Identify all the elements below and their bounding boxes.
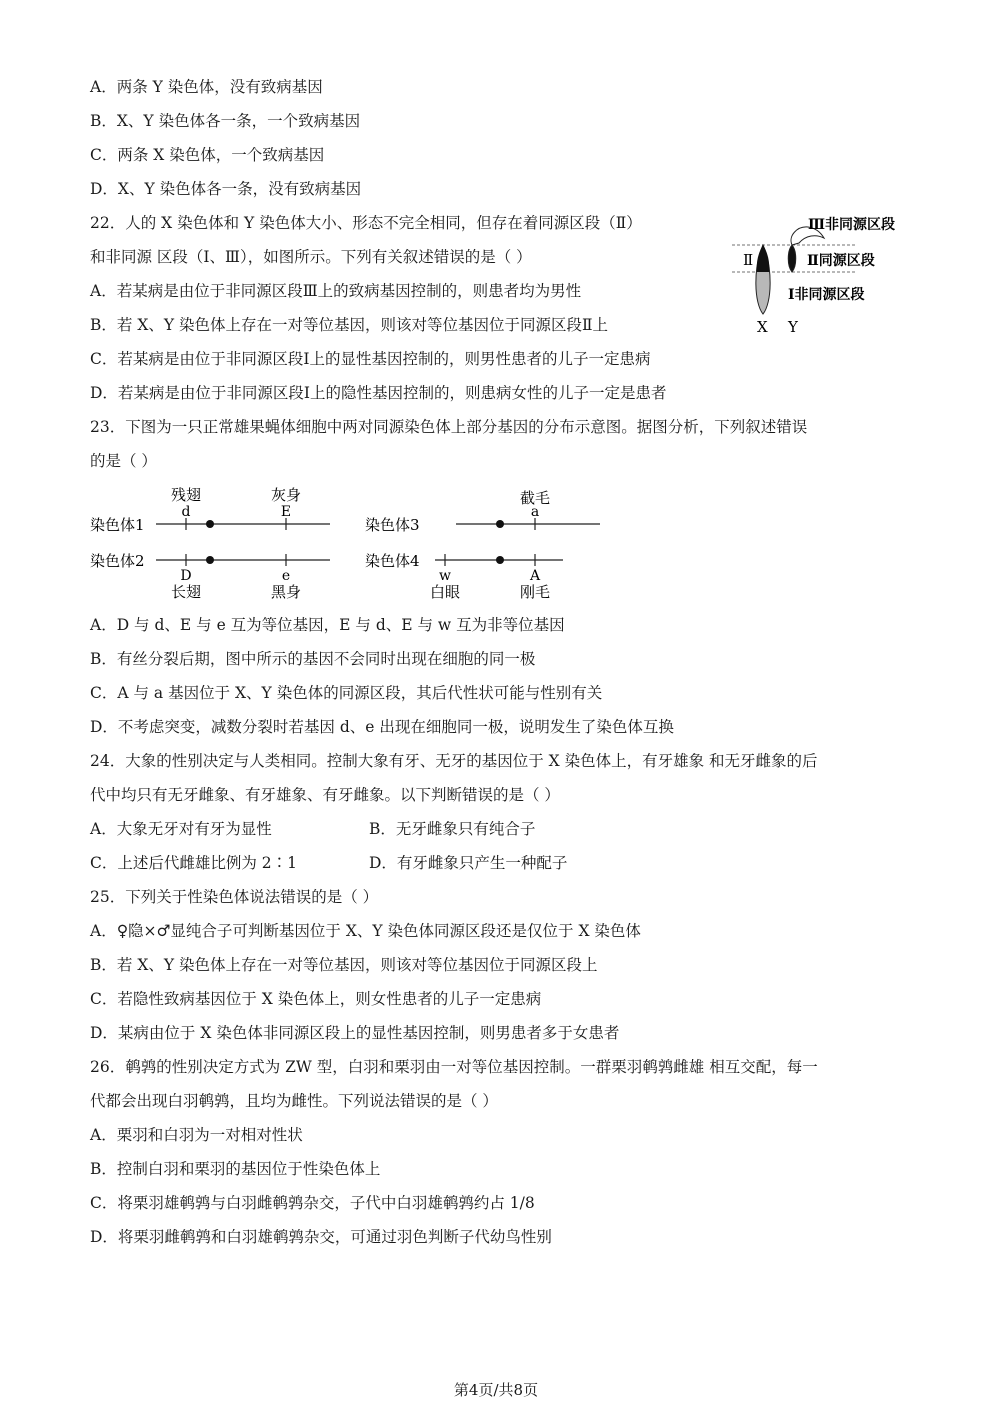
q24-option-b: B．无牙雌象只有纯合子 [369, 820, 536, 838]
trait-white-label: 白眼 [429, 583, 461, 601]
q26-stem-line2: 代都会出现白羽鹌鹑，且均为雌性。下列说法错误的是（ ） [90, 1092, 498, 1110]
chr2-label: 染色体2 [90, 552, 145, 570]
q22-option-d: D．若某病是由位于非同源区段Ⅰ上的隐性基因控制的，则患病女性的儿子一定是患者 [90, 384, 667, 402]
q21-option-a: A．两条 Y 染色体，没有致病基因 [90, 78, 323, 96]
q23-stem-line1: 23．下图为一只正常雄果蝇体细胞中两对同源染色体上部分基因的分布示意图。据图分析，下列叙述错误 [90, 418, 808, 436]
q24-stem-line2: 代中均只有无牙雌象、有牙雄象、有牙雌象。以下判断错误的是（ ） [90, 786, 560, 804]
q26-option-d: D．将栗羽雌鹌鹑和白羽雄鹌鹑杂交，可通过羽色判断子代幼鸟性别 [90, 1228, 552, 1246]
q23-option-a: A．D 与 d、E 与 e 互为等位基因，E 与 d、E 与 w 互为非等位基因 [90, 616, 565, 634]
page-number: 第4页/共8页 [453, 1381, 539, 1399]
q21-option-d: D．X、Y 染色体各一条，没有致病基因 [90, 180, 362, 198]
label-region-i: Ⅰ非同源区段 [788, 287, 865, 303]
q22-option-b: B．若 X、Y 染色体上存在一对等位基因，则该对等位基因位于同源区段Ⅱ上 [90, 316, 609, 334]
q21-option-c: C．两条 X 染色体，一个致病基因 [90, 146, 325, 164]
q21-option-b: B．X、Y 染色体各一条，一个致病基因 [90, 112, 361, 130]
q24-stem-line1: 24．大象的性别决定与人类相同。控制大象有牙、无牙的基因位于 X 染色体上，有牙雄象 和无牙雌象的后 [90, 752, 818, 770]
gene-d-label: d [181, 504, 191, 520]
q25-stem: 25．下列关于性染色体说法错误的是（ ） [90, 888, 379, 906]
x-homologous-region [757, 245, 770, 272]
y-chromosome [788, 245, 796, 272]
q22-stem-line1: 22．人的 X 染色体和 Y 染色体大小、形态不完全相同，但存在着同源区段（Ⅱ） [90, 214, 642, 232]
q23-option-b: B．有丝分裂后期，图中所示的基因不会同时出现在细胞的同一极 [90, 650, 536, 668]
gene-a-label: a [530, 504, 540, 520]
trait-gray-label: 灰身 [270, 486, 302, 504]
trait-black-label: 黑身 [270, 583, 302, 601]
q23-option-c: C．A 与 a 基因位于 X、Y 染色体的同源区段，其后代性状可能与性别有关 [90, 684, 603, 702]
q24-option-a: A．大象无牙对有牙为显性 [90, 820, 272, 838]
q25-option-c: C．若隐性致病基因位于 X 染色体上，则女性患者的儿子一定患病 [90, 990, 542, 1008]
label-x: X [757, 318, 768, 336]
q24-option-d: D．有牙雌象只产生一种配子 [369, 854, 568, 872]
label-region-iii: Ⅲ非同源区段 [808, 217, 896, 233]
gene-w-label: w [439, 568, 451, 584]
label-region-ii-right: Ⅱ同源区段 [807, 253, 875, 269]
q25-option-a: A．♀隐×♂显纯合子可判断基因位于 X、Y 染色体同源区段还是仅位于 X 染色体 [90, 922, 641, 940]
xy-chromosome-figure [730, 208, 910, 338]
gene-D-label: D [180, 568, 192, 584]
q26-option-c: C．将栗羽雄鹌鹑与白羽雌鹌鹑杂交，子代中白羽雄鹌鹑约占 1/8 [90, 1194, 535, 1212]
gene-map-figure [90, 482, 610, 607]
label-y: Y [788, 318, 798, 336]
chr3-label: 染色体3 [365, 516, 420, 534]
q23-stem-line2: 的是（ ） [90, 452, 157, 470]
q26-option-a: A．栗羽和白羽为一对相对性状 [90, 1126, 303, 1144]
q24-option-c: C．上述后代雌雄比例为 2∶1 [90, 854, 298, 872]
gene-E-label: E [280, 504, 292, 520]
q26-option-b: B．控制白羽和栗羽的基因位于性染色体上 [90, 1160, 381, 1178]
gene-e-label: e [281, 568, 291, 584]
q22-option-a: A．若某病是由位于非同源区段Ⅲ上的致病基因控制的，则患者均为男性 [90, 282, 582, 300]
q23-option-d: D．不考虑突变，减数分裂时若基因 d、e 出现在细胞同一极，说明发生了染色体互换 [90, 718, 674, 736]
trait-bobbed-label: 截毛 [519, 489, 551, 507]
q26-stem-line1: 26．鹌鹑的性别决定方式为 ZW 型，白羽和栗羽由一对等位基因控制。一群栗羽鹌鹑雌雄 相互交配，每一 [90, 1058, 818, 1076]
q25-option-d: D．某病由位于 X 染色体非同源区段上的显性基因控制，则男患者多于女患者 [90, 1024, 620, 1042]
q25-option-b: B．若 X、Y 染色体上存在一对等位基因，则该对等位基因位于同源区段上 [90, 956, 598, 974]
trait-bristle-label: 刚毛 [519, 583, 551, 601]
q22-option-c: C．若某病是由位于非同源区段Ⅰ上的显性基因控制的，则男性患者的儿子一定患病 [90, 350, 651, 368]
trait-long-label: 长翅 [170, 583, 202, 601]
trait-vestigial-label: 残翅 [170, 486, 202, 504]
chr4-label: 染色体4 [365, 552, 420, 570]
q22-stem-line2: 和非同源 区段（Ⅰ、Ⅲ），如图所示。下列有关叙述错误的是（ ） [90, 248, 532, 266]
gene-A-label: A [529, 568, 541, 584]
label-region-ii-left: Ⅱ [743, 251, 754, 269]
chr1-label: 染色体1 [90, 516, 145, 534]
